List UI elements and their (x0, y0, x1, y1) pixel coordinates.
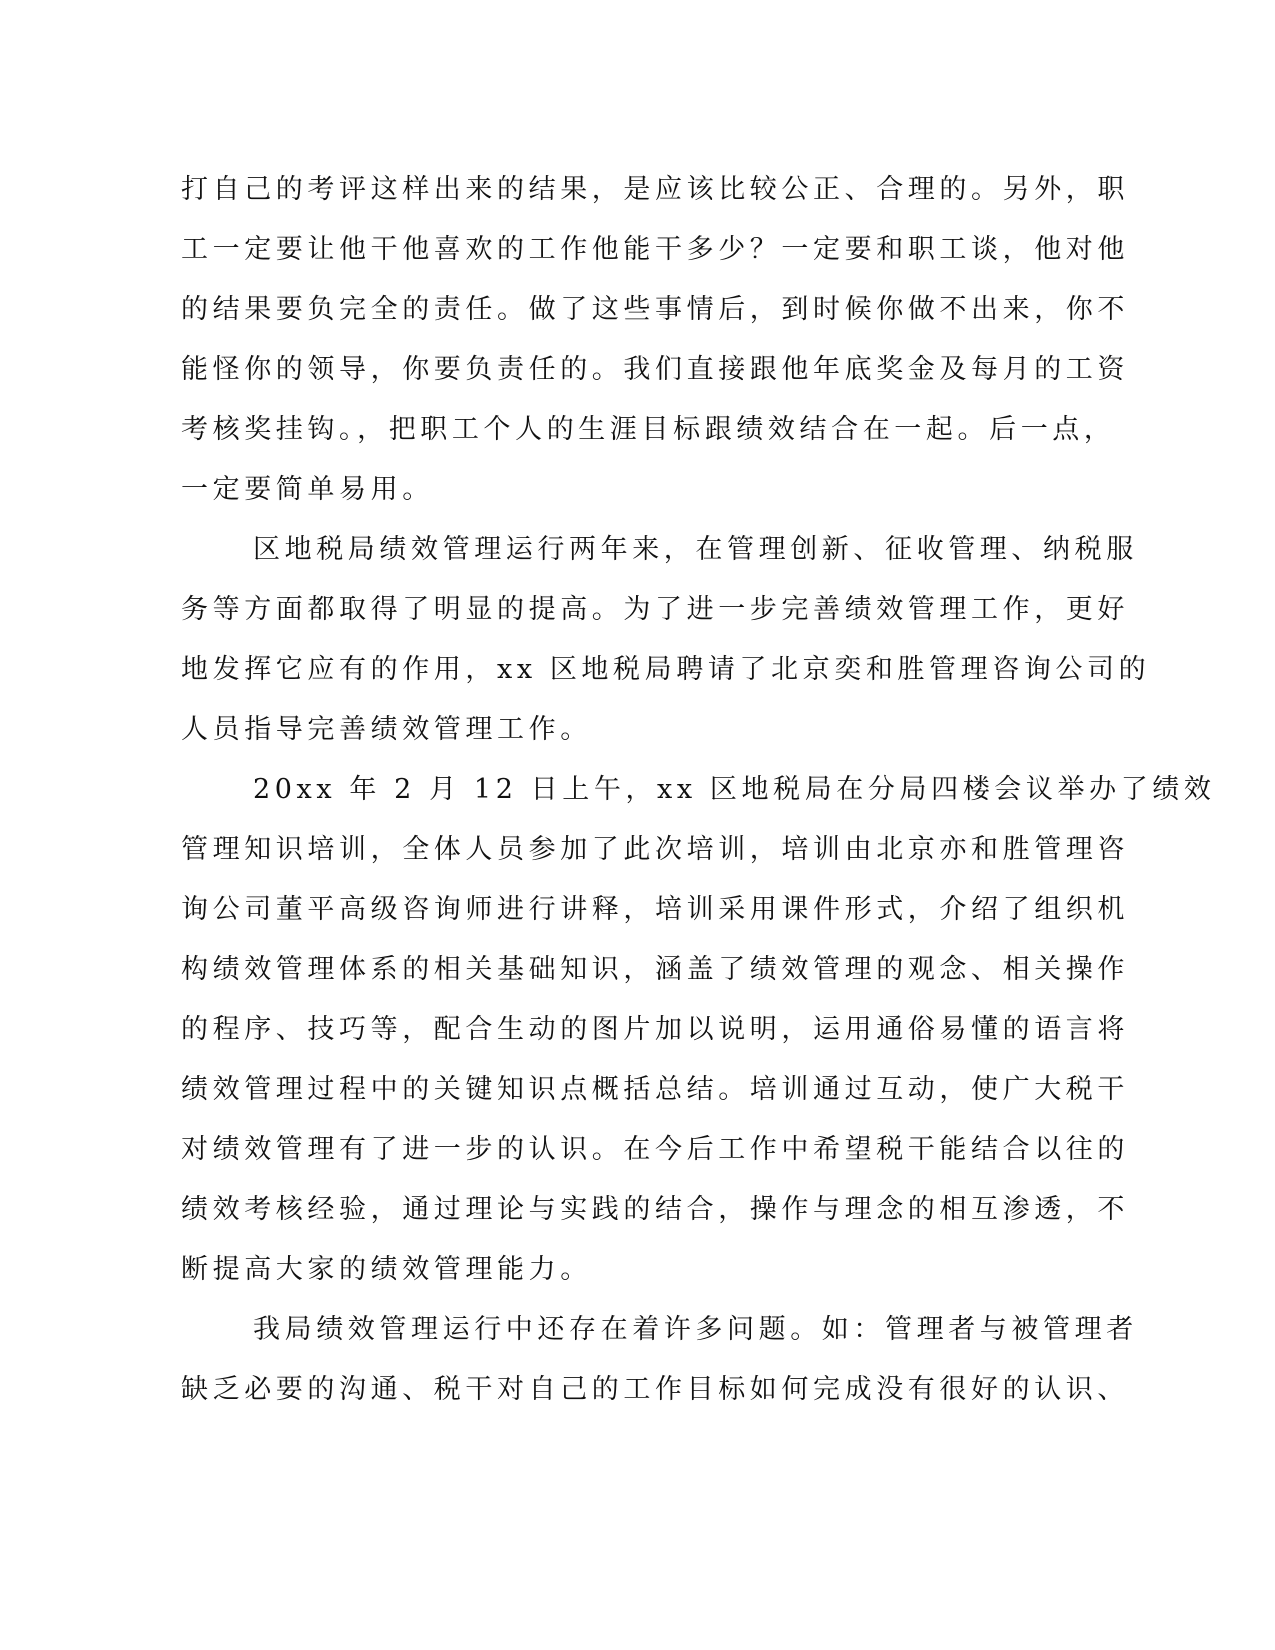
text-line: 一定要简单易用。 (181, 474, 434, 505)
text-line: 工一定要让他干他喜欢的工作他能干多少？一定要和职工谈，他对他 (181, 234, 1129, 265)
paragraph-first-line: 我局绩效管理运行中还存在着许多问题。如：管理者与被管理者 (253, 1314, 1138, 1345)
text-line: 管理知识培训，全体人员参加了此次培训，培训由北京亦和胜管理咨 (181, 834, 1129, 865)
text-line: 人员指导完善绩效管理工作。 (181, 714, 592, 745)
paragraph-first-line: 区地税局绩效管理运行两年来，在管理创新、征收管理、纳税服 (253, 534, 1138, 565)
text-line: 构绩效管理体系的相关基础知识，涵盖了绩效管理的观念、相关操作 (181, 954, 1129, 985)
text-line: 断提高大家的绩效管理能力。 (181, 1254, 592, 1285)
paragraph-first-line: 20xx 年 2 月 12 日上午，xx 区地税局在分局四楼会议举办了绩效 (253, 774, 1216, 805)
text-line: 对绩效管理有了进一步的认识。在今后工作中希望税干能结合以往的 (181, 1134, 1129, 1165)
text-line: 的程序、技巧等，配合生动的图片加以说明，运用通俗易懂的语言将 (181, 1014, 1129, 1045)
body-text (181, 160, 1216, 1420)
text-line: 缺乏必要的沟通、税干对自己的工作目标如何完成没有很好的认识、 (181, 1374, 1129, 1405)
text-line: 的结果要负完全的责任。做了这些事情后，到时候你做不出来，你不 (181, 294, 1129, 325)
text-line: 地发挥它应有的作用，xx 区地税局聘请了北京奕和胜管理咨询公司的 (181, 654, 1151, 685)
text-line: 考核奖挂钩。，把职工个人的生涯目标跟绩效结合在一起。后一点， (181, 414, 1116, 445)
text-line: 绩效考核经验，通过理论与实践的结合，操作与理念的相互渗透，不 (181, 1194, 1129, 1225)
text-line: 打自己的考评这样出来的结果，是应该比较公正、合理的。另外，职 (181, 174, 1129, 205)
text-line: 询公司董平高级咨询师进行讲释，培训采用课件形式，介绍了组织机 (181, 894, 1129, 925)
text-line: 绩效管理过程中的关键知识点概括总结。培训通过互动，使广大税干 (181, 1074, 1129, 1105)
text-line: 能怪你的领导，你要负责任的。我们直接跟他年底奖金及每月的工资 (181, 354, 1129, 385)
text-line: 务等方面都取得了明显的提高。为了进一步完善绩效管理工作，更好 (181, 594, 1129, 625)
